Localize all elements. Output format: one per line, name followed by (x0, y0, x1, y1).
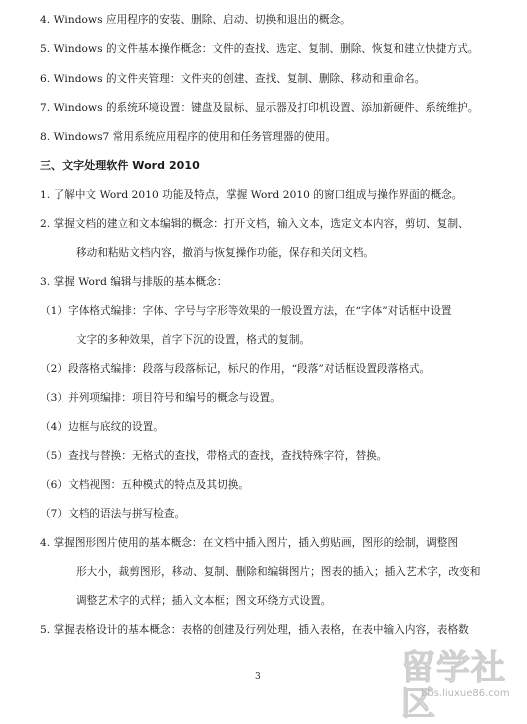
list-item-4-graphics: 4. 掌握图形图片使用的基本概念：在文档中插入图片，插入剪贴画，图形的绘制，调整图 (40, 537, 459, 549)
watermark-text: 留学社区 (401, 648, 506, 724)
sub-item-1: （1）字体格式编排：字体、字号与字形等效果的一般设置方法，在“字体”对话框中设置 (40, 305, 452, 317)
sub-item-6: （6）文档视图：五种模式的特点及其切换。 (40, 479, 250, 491)
list-item-2-continuation: 移动和粘贴文档内容，撤消与恢复操作功能，保存和关闭文档。 (76, 247, 375, 259)
watermark-url: bbs.liuxue86.com (421, 688, 510, 699)
list-item-5-tables: 5. 掌握表格设计的基本概念：表格的创建及行列处理，插入表格，在表中输入内容，表格数 (40, 624, 469, 636)
sub-item-7: （7）文档的语法与拼写检查。 (40, 508, 186, 520)
list-item-3: 3. 掌握 Word 编辑与排版的基本概念： (40, 276, 228, 288)
list-item-6: 6. Windows 的文件夹管理：文件夹的创建、查找、复制、删除、移动和重命名。 (40, 73, 426, 85)
list-item-1: 1. 了解中文 Word 2010 功能及特点，掌握 Word 2010 的窗口组成与操作界面的概念。 (40, 189, 463, 201)
list-item-4-graphics-continuation-1: 形大小，裁剪图形，移动、复制、删除和编辑图片；图表的插入；插入艺术字，改变和 (76, 566, 481, 578)
sub-item-5: （5）查找与替换：无格式的查找，带格式的查找，查找特殊字符，替换。 (40, 450, 388, 462)
list-item-2: 2. 掌握文档的建立和文本编辑的概念：打开文档，输入文本，选定文本内容，剪切、复制、 (40, 218, 469, 230)
page-number: 3 (255, 672, 261, 682)
sub-item-4: （4）边框与底纹的设置。 (40, 421, 164, 433)
section-heading-word-2010: 三、文字处理软件 Word 2010 (40, 159, 200, 172)
sub-item-1-continuation: 文字的多种效果，首字下沉的设置，格式的复制。 (76, 334, 311, 346)
list-item-7: 7. Windows 的系统环境设置：键盘及鼠标、显示器及打印机设置、添加新硬件、系统维护。 (40, 102, 479, 114)
sub-item-2: （2）段落格式编排：段落与段落标记，标尺的作用，“段落”对话框设置段落格式。 (40, 363, 431, 375)
sub-item-3: （3）并列项编排：项目符号和编号的概念与设置。 (40, 392, 281, 404)
list-item-8: 8. Windows7 常用系统应用程序的使用和任务管理器的使用。 (40, 131, 337, 143)
list-item-5: 5. Windows 的文件基本操作概念：文件的查找、选定、复制、删除、恢复和建立快捷方式。 (40, 43, 479, 55)
list-item-4: 4. Windows 应用程序的安装、删除、启动、切换和退出的概念。 (40, 14, 351, 26)
watermark-logo (401, 648, 519, 724)
list-item-4-graphics-continuation-2: 调整艺术字的式样；插入文本框；图文环绕方式设置。 (76, 595, 332, 607)
